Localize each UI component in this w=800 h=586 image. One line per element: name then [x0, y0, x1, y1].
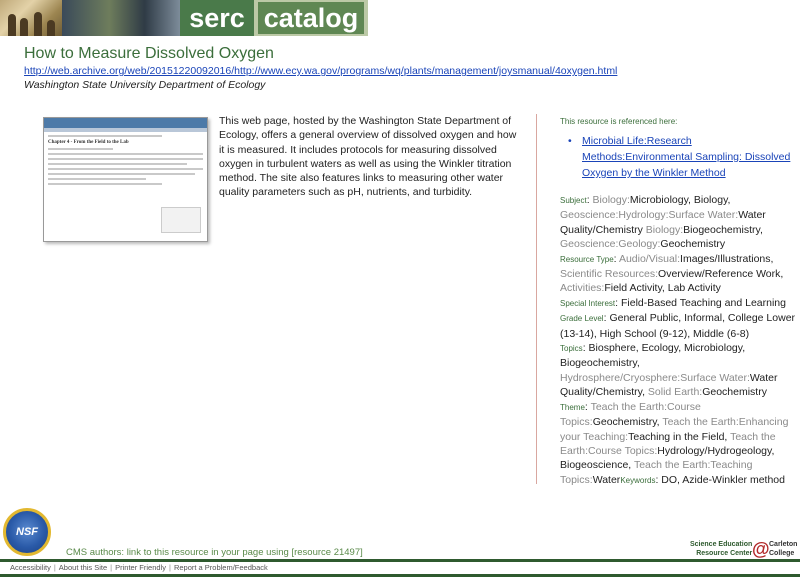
topics-row: Topics: Biosphere, Ecology, Microbiology, Biogeochemistry, Hydrosphere/Cryosphere:Surface Water:Water Quality/Chemistry, Solid Earth:Geochemistry [560, 342, 778, 399]
bullet-icon: • [568, 135, 572, 147]
footer-links: Accessibility | About this Site | Printer Friendly | Report a Problem/Feedback [10, 563, 268, 572]
references-list [568, 133, 793, 181]
about-link[interactable]: About this Site [58, 563, 108, 572]
resource-type-value[interactable]: Overview/Reference Work, [658, 268, 784, 281]
thumbnail-heading: Chapter 4 - From the Field to the Lab [48, 140, 129, 145]
nsf-logo[interactable] [3, 508, 51, 556]
site-banner[interactable] [0, 0, 368, 36]
resource-type-category[interactable]: Scientific Resources: [560, 268, 659, 281]
serc-logo-text[interactable]: serc [180, 0, 254, 36]
thumbnail-figure [161, 207, 201, 233]
keywords-value[interactable]: DO, Azide-Winkler method [661, 473, 785, 486]
catalog-logo[interactable] [254, 0, 368, 36]
banner-photo-2 [62, 0, 180, 36]
theme-label: Theme [560, 402, 585, 412]
theme-value[interactable]: Hydrology/Hydrogeology, Biogeoscience, [560, 444, 775, 472]
grade-level-label: Grade Level [560, 314, 604, 324]
special-interest-label: Special Interest [560, 298, 616, 308]
subject-category[interactable]: Geoscience:Hydrology:Surface Water: [560, 209, 739, 222]
resource-type-value[interactable]: Images/Illustrations, [680, 252, 774, 265]
footer-bar-bottom [0, 574, 800, 577]
topics-value[interactable]: Water Quality/Chemistry, [560, 371, 778, 399]
resource-type-row: Resource Type: Audio/Visual:Images/Illustrations, Scientific Resources:Overview/Reference Work, Activities:Field Activity, Lab Activity [560, 252, 784, 295]
theme-value[interactable]: Teaching in the Field, [628, 430, 728, 443]
accessibility-link[interactable]: Accessibility [10, 563, 51, 572]
carleton-line2: College [769, 550, 795, 557]
serc-footer-line2: Resource Center [696, 550, 753, 557]
page-title: How to Measure Dissolved Oxygen [24, 45, 274, 62]
cms-authors-note: CMS authors: link to this resource in your page using [resource 21497] [66, 547, 363, 558]
subject-category[interactable]: Biology: [592, 194, 630, 206]
grade-level-row: Grade Level: General Public, Informal, College Lower (13-14), High School (9-12), Middle (6-8) [560, 312, 796, 340]
topics-category[interactable]: Hydrosphere/Cryosphere:Surface Water: [560, 371, 750, 384]
topics-value[interactable]: Geochemistry [702, 386, 767, 399]
serc-footer-logo[interactable] [690, 540, 752, 558]
special-interest-value[interactable]: Field-Based Teaching and Learning [620, 296, 786, 309]
carleton-logo[interactable] [769, 540, 797, 558]
subject-value[interactable]: Geochemistry [660, 238, 726, 251]
theme-value[interactable]: Geochemistry, [592, 416, 660, 429]
special-interest-row: Special Interest: Field-Based Teaching and Learning [560, 296, 786, 309]
resource-type-category[interactable]: Audio/Visual: [618, 252, 681, 265]
resource-type-label: Resource Type [560, 254, 614, 264]
theme-value[interactable]: Water [592, 473, 621, 486]
carleton-line1: Carleton [769, 541, 798, 548]
subject-value[interactable]: Microbiology, Biology, [629, 194, 731, 206]
keywords-label: Keywords [620, 475, 656, 485]
subject-label: Subject [560, 196, 587, 205]
topics-category[interactable]: Solid Earth: [647, 386, 703, 399]
theme-row: Theme: Teach the Earth:Course Topics:Geochemistry, Teach the Earth:Enhancing your Teaching:Teaching in the Field, Teach the Earth:Course Topics:Hydrology/Hydrogeology, Biogeoscience, Teach the Earth:Teaching Topics:WaterKeywords: DO, Azide-Winkler method [560, 400, 789, 486]
theme-category[interactable]: Teach the Earth:Course Topics: [560, 400, 701, 429]
nsf-logo-text: NSF [16, 526, 38, 538]
serc-footer-line1: Science Education [690, 541, 753, 548]
subject-row: Subject: Biology:Microbiology, Biology, Geoscience:Hydrology:Surface Water:Water Quality/Chemistry Biology:Biogeochemistry, Geoscience:Geology:Geochemistry [560, 194, 766, 251]
column-divider [536, 114, 537, 484]
resource-url-link[interactable]: http://web.archive.org/web/20151220092016/http://www.ecy.wa.gov/programs/wq/plants/management/joysmanual/4oxygen.html [24, 65, 618, 77]
theme-category[interactable]: Teach the Earth:Course Topics: [560, 430, 776, 457]
resource-type-category[interactable]: Activities: [560, 282, 605, 295]
resource-type-value[interactable]: Field Activity, Lab Activity [604, 282, 721, 295]
at-icon: @ [752, 539, 770, 559]
printer-friendly-link[interactable]: Printer Friendly [115, 563, 166, 572]
subject-value[interactable]: Biogeochemistry, [683, 223, 763, 236]
reference-link[interactable]: Microbial Life:Research Methods:Environmental Sampling: Dissolved Oxygen by the Winkler Method [582, 135, 791, 179]
banner-photo [0, 0, 62, 36]
references-heading: This resource is referenced here: [560, 117, 678, 126]
grade-level-value[interactable]: General Public, Informal, College Lower (13-14), High School (9-12), Middle (6-8) [560, 312, 796, 340]
subject-value[interactable]: Water Quality/Chemistry [560, 209, 766, 236]
publisher: Washington State University Department of Ecology [24, 79, 266, 91]
resource-thumbnail[interactable] [43, 117, 208, 242]
resource-description: This web page, hosted by the Washington State Department of Ecology, offers a general overview of dissolved oxygen and how it is measured. It includes protocols for measuring dissolved oxygen in turbulent waters as well as using the Winkler titration method. The site also features links to measuring other water quality parameters such as pH, nutrients, and turbidity. [219, 115, 517, 199]
subject-category[interactable]: Geoscience:Geology: [560, 238, 661, 251]
catalog-logo-text: catalog [258, 2, 365, 34]
subject-category[interactable]: Biology: [645, 223, 684, 236]
report-problem-link[interactable]: Report a Problem/Feedback [173, 563, 268, 572]
footer-bar [0, 559, 800, 562]
theme-category[interactable]: Teach the Earth:Teaching Topics: [560, 459, 753, 486]
theme-category[interactable]: Teach the Earth:Enhancing your Teaching: [560, 416, 789, 443]
topics-label: Topics [560, 344, 583, 354]
resource-metadata [560, 193, 798, 488]
topics-value[interactable]: Biosphere, Ecology, Microbiology, Biogeochemistry, [560, 342, 746, 370]
